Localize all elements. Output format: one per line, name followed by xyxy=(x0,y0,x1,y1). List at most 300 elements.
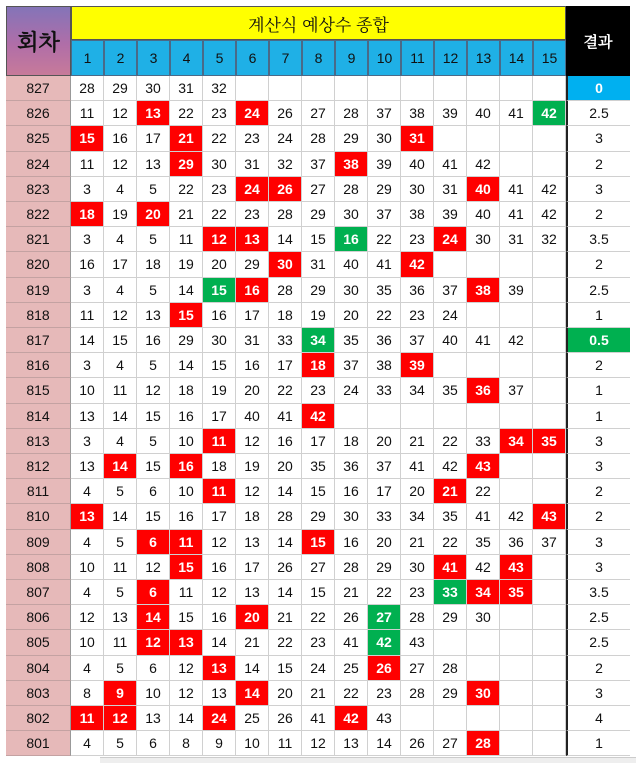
number-cell[interactable] xyxy=(533,328,566,353)
number-cell[interactable]: 41 xyxy=(434,152,467,177)
number-cell[interactable] xyxy=(500,731,533,756)
number-cell[interactable]: 31 xyxy=(500,227,533,252)
number-cell[interactable]: 12 xyxy=(137,630,170,655)
number-cell[interactable]: 5 xyxy=(137,177,170,202)
result-cell[interactable]: 3.5 xyxy=(566,227,630,252)
number-cell[interactable]: 37 xyxy=(533,530,566,555)
number-cell[interactable]: 14 xyxy=(236,681,269,706)
number-cell[interactable]: 29 xyxy=(302,202,335,227)
number-cell[interactable]: 24 xyxy=(434,227,467,252)
number-cell[interactable]: 12 xyxy=(203,530,236,555)
number-cell[interactable]: 41 xyxy=(434,555,467,580)
number-cell[interactable]: 40 xyxy=(335,252,368,277)
number-cell[interactable]: 13 xyxy=(236,227,269,252)
number-cell[interactable]: 38 xyxy=(368,353,401,378)
number-cell[interactable]: 14 xyxy=(368,731,401,756)
number-cell[interactable] xyxy=(533,303,566,328)
number-cell[interactable]: 26 xyxy=(368,656,401,681)
number-cell[interactable]: 6 xyxy=(137,530,170,555)
number-cell[interactable]: 12 xyxy=(236,429,269,454)
number-cell[interactable] xyxy=(335,76,368,101)
number-cell[interactable]: 37 xyxy=(302,152,335,177)
number-cell[interactable]: 12 xyxy=(104,706,137,731)
number-cell[interactable]: 12 xyxy=(104,303,137,328)
number-cell[interactable]: 16 xyxy=(104,126,137,151)
number-cell[interactable]: 13 xyxy=(137,706,170,731)
number-cell[interactable]: 3 xyxy=(71,227,104,252)
number-cell[interactable]: 12 xyxy=(203,580,236,605)
number-cell[interactable]: 5 xyxy=(104,479,137,504)
number-cell[interactable] xyxy=(533,555,566,580)
number-cell[interactable]: 23 xyxy=(401,580,434,605)
number-cell[interactable]: 42 xyxy=(500,328,533,353)
number-cell[interactable]: 17 xyxy=(269,353,302,378)
number-cell[interactable]: 18 xyxy=(302,353,335,378)
number-cell[interactable]: 41 xyxy=(500,101,533,126)
number-cell[interactable]: 5 xyxy=(104,530,137,555)
number-cell[interactable]: 37 xyxy=(368,101,401,126)
number-cell[interactable]: 21 xyxy=(236,630,269,655)
number-cell[interactable]: 29 xyxy=(302,504,335,529)
number-cell[interactable] xyxy=(500,656,533,681)
number-cell[interactable]: 42 xyxy=(401,252,434,277)
number-cell[interactable]: 25 xyxy=(335,656,368,681)
number-cell[interactable]: 12 xyxy=(137,555,170,580)
number-cell[interactable] xyxy=(500,404,533,429)
number-cell[interactable] xyxy=(533,479,566,504)
number-cell[interactable]: 21 xyxy=(401,530,434,555)
number-cell[interactable]: 37 xyxy=(335,353,368,378)
number-cell[interactable]: 23 xyxy=(236,126,269,151)
number-cell[interactable] xyxy=(434,630,467,655)
number-cell[interactable]: 42 xyxy=(533,101,566,126)
result-cell[interactable]: 2 xyxy=(566,479,630,504)
number-cell[interactable]: 12 xyxy=(137,378,170,403)
number-cell[interactable]: 43 xyxy=(533,504,566,529)
number-cell[interactable]: 33 xyxy=(467,429,500,454)
number-cell[interactable] xyxy=(302,76,335,101)
number-cell[interactable]: 4 xyxy=(71,530,104,555)
number-cell[interactable]: 30 xyxy=(401,555,434,580)
number-cell[interactable]: 29 xyxy=(368,177,401,202)
result-cell[interactable]: 2.5 xyxy=(566,630,630,655)
number-cell[interactable]: 18 xyxy=(203,454,236,479)
number-cell[interactable]: 40 xyxy=(434,328,467,353)
result-cell[interactable]: 2 xyxy=(566,656,630,681)
number-cell[interactable]: 12 xyxy=(104,101,137,126)
number-cell[interactable]: 15 xyxy=(302,580,335,605)
number-cell[interactable]: 13 xyxy=(236,530,269,555)
number-cell[interactable]: 17 xyxy=(302,429,335,454)
number-cell[interactable]: 28 xyxy=(401,681,434,706)
number-cell[interactable]: 37 xyxy=(368,454,401,479)
number-cell[interactable]: 29 xyxy=(434,605,467,630)
number-cell[interactable]: 43 xyxy=(368,706,401,731)
number-cell[interactable]: 22 xyxy=(203,202,236,227)
number-cell[interactable]: 30 xyxy=(467,605,500,630)
result-cell[interactable]: 3 xyxy=(566,429,630,454)
number-cell[interactable]: 20 xyxy=(269,681,302,706)
number-cell[interactable]: 5 xyxy=(104,580,137,605)
number-cell[interactable]: 4 xyxy=(71,479,104,504)
number-cell[interactable]: 37 xyxy=(500,378,533,403)
result-cell[interactable]: 3 xyxy=(566,555,630,580)
number-cell[interactable]: 19 xyxy=(170,252,203,277)
number-cell[interactable]: 30 xyxy=(467,227,500,252)
number-cell[interactable]: 42 xyxy=(467,555,500,580)
number-cell[interactable]: 14 xyxy=(269,227,302,252)
number-cell[interactable]: 37 xyxy=(368,202,401,227)
number-cell[interactable]: 32 xyxy=(533,227,566,252)
number-cell[interactable] xyxy=(533,76,566,101)
number-cell[interactable]: 28 xyxy=(335,555,368,580)
number-cell[interactable]: 4 xyxy=(71,731,104,756)
number-cell[interactable]: 25 xyxy=(236,706,269,731)
number-cell[interactable]: 26 xyxy=(269,177,302,202)
number-cell[interactable] xyxy=(434,126,467,151)
number-cell[interactable]: 21 xyxy=(170,202,203,227)
number-cell[interactable]: 40 xyxy=(467,177,500,202)
number-cell[interactable]: 42 xyxy=(533,177,566,202)
number-cell[interactable]: 16 xyxy=(170,504,203,529)
number-cell[interactable]: 11 xyxy=(104,630,137,655)
number-cell[interactable] xyxy=(500,605,533,630)
number-cell[interactable]: 29 xyxy=(368,555,401,580)
number-cell[interactable]: 28 xyxy=(434,656,467,681)
number-cell[interactable]: 23 xyxy=(236,202,269,227)
number-cell[interactable]: 4 xyxy=(71,656,104,681)
number-cell[interactable]: 29 xyxy=(104,76,137,101)
number-cell[interactable] xyxy=(533,378,566,403)
result-cell[interactable]: 1 xyxy=(566,731,630,756)
number-cell[interactable] xyxy=(500,630,533,655)
number-cell[interactable]: 33 xyxy=(368,378,401,403)
number-cell[interactable]: 10 xyxy=(137,681,170,706)
number-cell[interactable]: 35 xyxy=(434,378,467,403)
number-cell[interactable]: 12 xyxy=(170,681,203,706)
number-cell[interactable]: 13 xyxy=(236,580,269,605)
number-cell[interactable] xyxy=(269,76,302,101)
number-cell[interactable]: 22 xyxy=(467,479,500,504)
number-cell[interactable]: 28 xyxy=(467,731,500,756)
number-cell[interactable]: 15 xyxy=(302,530,335,555)
number-cell[interactable]: 16 xyxy=(269,429,302,454)
result-cell[interactable]: 1 xyxy=(566,378,630,403)
number-cell[interactable]: 30 xyxy=(203,328,236,353)
number-cell[interactable]: 15 xyxy=(203,278,236,303)
number-cell[interactable]: 19 xyxy=(236,454,269,479)
number-cell[interactable]: 4 xyxy=(71,580,104,605)
number-cell[interactable]: 28 xyxy=(269,202,302,227)
number-cell[interactable]: 10 xyxy=(71,555,104,580)
number-cell[interactable]: 43 xyxy=(401,630,434,655)
number-cell[interactable]: 15 xyxy=(71,126,104,151)
number-cell[interactable]: 41 xyxy=(467,328,500,353)
number-cell[interactable]: 4 xyxy=(104,177,137,202)
number-cell[interactable] xyxy=(533,681,566,706)
result-cell[interactable]: 3 xyxy=(566,530,630,555)
number-cell[interactable]: 14 xyxy=(104,504,137,529)
number-cell[interactable]: 36 xyxy=(368,328,401,353)
number-cell[interactable]: 14 xyxy=(104,454,137,479)
result-cell[interactable]: 4 xyxy=(566,706,630,731)
number-cell[interactable]: 5 xyxy=(137,227,170,252)
result-cell[interactable]: 2 xyxy=(566,152,630,177)
number-cell[interactable]: 20 xyxy=(137,202,170,227)
number-cell[interactable]: 16 xyxy=(203,303,236,328)
number-cell[interactable]: 18 xyxy=(236,504,269,529)
number-cell[interactable]: 30 xyxy=(335,504,368,529)
number-cell[interactable]: 5 xyxy=(104,656,137,681)
number-cell[interactable]: 6 xyxy=(137,479,170,504)
number-cell[interactable]: 12 xyxy=(170,656,203,681)
number-cell[interactable]: 13 xyxy=(104,605,137,630)
number-cell[interactable]: 29 xyxy=(170,328,203,353)
number-cell[interactable]: 14 xyxy=(203,630,236,655)
number-cell[interactable] xyxy=(533,126,566,151)
number-cell[interactable]: 30 xyxy=(269,252,302,277)
number-cell[interactable]: 35 xyxy=(533,429,566,454)
result-cell[interactable]: 3.5 xyxy=(566,580,630,605)
number-cell[interactable] xyxy=(368,76,401,101)
number-cell[interactable]: 35 xyxy=(467,530,500,555)
number-cell[interactable]: 31 xyxy=(236,152,269,177)
number-cell[interactable]: 42 xyxy=(434,454,467,479)
number-cell[interactable]: 18 xyxy=(335,429,368,454)
number-cell[interactable]: 22 xyxy=(335,681,368,706)
number-cell[interactable]: 19 xyxy=(104,202,137,227)
number-cell[interactable]: 9 xyxy=(203,731,236,756)
horizontal-scrollbar[interactable] xyxy=(100,757,636,763)
number-cell[interactable]: 12 xyxy=(302,731,335,756)
number-cell[interactable]: 35 xyxy=(335,328,368,353)
number-cell[interactable]: 39 xyxy=(368,152,401,177)
number-cell[interactable] xyxy=(467,706,500,731)
number-cell[interactable]: 21 xyxy=(170,126,203,151)
number-cell[interactable]: 4 xyxy=(104,278,137,303)
number-cell[interactable]: 20 xyxy=(368,530,401,555)
number-cell[interactable] xyxy=(467,656,500,681)
number-cell[interactable] xyxy=(533,454,566,479)
number-cell[interactable]: 26 xyxy=(401,731,434,756)
number-cell[interactable]: 18 xyxy=(170,378,203,403)
number-cell[interactable] xyxy=(434,706,467,731)
number-cell[interactable]: 14 xyxy=(236,656,269,681)
number-cell[interactable]: 14 xyxy=(71,328,104,353)
number-cell[interactable]: 17 xyxy=(368,479,401,504)
number-cell[interactable]: 16 xyxy=(203,605,236,630)
number-cell[interactable]: 22 xyxy=(170,177,203,202)
number-cell[interactable]: 23 xyxy=(203,101,236,126)
number-cell[interactable]: 15 xyxy=(170,303,203,328)
number-cell[interactable]: 5 xyxy=(137,353,170,378)
number-cell[interactable]: 32 xyxy=(203,76,236,101)
number-cell[interactable]: 26 xyxy=(335,605,368,630)
number-cell[interactable] xyxy=(467,353,500,378)
number-cell[interactable]: 27 xyxy=(368,605,401,630)
number-cell[interactable] xyxy=(533,252,566,277)
number-cell[interactable]: 22 xyxy=(203,126,236,151)
number-cell[interactable]: 16 xyxy=(335,227,368,252)
number-cell[interactable]: 11 xyxy=(170,530,203,555)
result-cell[interactable]: 2.5 xyxy=(566,278,630,303)
number-cell[interactable]: 34 xyxy=(467,580,500,605)
number-cell[interactable]: 20 xyxy=(269,454,302,479)
number-cell[interactable]: 40 xyxy=(467,101,500,126)
number-cell[interactable]: 11 xyxy=(71,303,104,328)
number-cell[interactable]: 42 xyxy=(467,152,500,177)
number-cell[interactable]: 23 xyxy=(302,630,335,655)
number-cell[interactable] xyxy=(500,252,533,277)
number-cell[interactable]: 14 xyxy=(170,706,203,731)
number-cell[interactable]: 43 xyxy=(500,555,533,580)
number-cell[interactable]: 12 xyxy=(203,227,236,252)
number-cell[interactable] xyxy=(533,404,566,429)
number-cell[interactable]: 10 xyxy=(170,479,203,504)
number-cell[interactable]: 16 xyxy=(236,278,269,303)
number-cell[interactable]: 17 xyxy=(104,252,137,277)
number-cell[interactable]: 30 xyxy=(335,202,368,227)
number-cell[interactable]: 11 xyxy=(104,555,137,580)
number-cell[interactable]: 20 xyxy=(335,303,368,328)
number-cell[interactable]: 15 xyxy=(170,605,203,630)
number-cell[interactable]: 28 xyxy=(335,101,368,126)
number-cell[interactable]: 15 xyxy=(104,328,137,353)
number-cell[interactable] xyxy=(500,152,533,177)
number-cell[interactable]: 14 xyxy=(137,605,170,630)
result-cell[interactable]: 3 xyxy=(566,454,630,479)
number-cell[interactable] xyxy=(467,126,500,151)
number-cell[interactable]: 35 xyxy=(434,504,467,529)
number-cell[interactable]: 22 xyxy=(434,429,467,454)
number-cell[interactable]: 21 xyxy=(434,479,467,504)
number-cell[interactable]: 8 xyxy=(170,731,203,756)
number-cell[interactable] xyxy=(467,76,500,101)
number-cell[interactable]: 23 xyxy=(401,303,434,328)
number-cell[interactable]: 40 xyxy=(467,202,500,227)
number-cell[interactable]: 28 xyxy=(71,76,104,101)
number-cell[interactable]: 42 xyxy=(500,504,533,529)
number-cell[interactable] xyxy=(500,454,533,479)
number-cell[interactable]: 13 xyxy=(71,404,104,429)
number-cell[interactable]: 27 xyxy=(302,555,335,580)
number-cell[interactable]: 16 xyxy=(335,479,368,504)
number-cell[interactable]: 30 xyxy=(467,681,500,706)
number-cell[interactable]: 31 xyxy=(401,126,434,151)
number-cell[interactable]: 34 xyxy=(401,504,434,529)
number-cell[interactable]: 38 xyxy=(467,278,500,303)
number-cell[interactable]: 29 xyxy=(170,152,203,177)
number-cell[interactable]: 28 xyxy=(269,504,302,529)
number-cell[interactable] xyxy=(434,76,467,101)
number-cell[interactable]: 26 xyxy=(269,555,302,580)
number-cell[interactable]: 34 xyxy=(302,328,335,353)
number-cell[interactable]: 24 xyxy=(236,101,269,126)
number-cell[interactable]: 17 xyxy=(236,303,269,328)
number-cell[interactable]: 17 xyxy=(203,504,236,529)
number-cell[interactable] xyxy=(434,404,467,429)
number-cell[interactable] xyxy=(500,479,533,504)
result-cell[interactable]: 2 xyxy=(566,202,630,227)
number-cell[interactable]: 35 xyxy=(368,278,401,303)
number-cell[interactable]: 24 xyxy=(335,378,368,403)
number-cell[interactable]: 15 xyxy=(302,227,335,252)
number-cell[interactable]: 43 xyxy=(467,454,500,479)
number-cell[interactable]: 8 xyxy=(71,681,104,706)
number-cell[interactable] xyxy=(500,353,533,378)
number-cell[interactable]: 37 xyxy=(401,328,434,353)
number-cell[interactable]: 24 xyxy=(269,126,302,151)
number-cell[interactable]: 15 xyxy=(302,479,335,504)
number-cell[interactable]: 38 xyxy=(401,202,434,227)
number-cell[interactable]: 14 xyxy=(170,353,203,378)
number-cell[interactable]: 16 xyxy=(170,454,203,479)
number-cell[interactable]: 13 xyxy=(137,152,170,177)
result-cell[interactable]: 2 xyxy=(566,252,630,277)
number-cell[interactable]: 17 xyxy=(236,555,269,580)
number-cell[interactable]: 11 xyxy=(203,479,236,504)
number-cell[interactable]: 4 xyxy=(104,227,137,252)
number-cell[interactable] xyxy=(401,404,434,429)
number-cell[interactable]: 15 xyxy=(203,353,236,378)
number-cell[interactable]: 22 xyxy=(368,303,401,328)
result-cell[interactable]: 3 xyxy=(566,177,630,202)
number-cell[interactable]: 6 xyxy=(137,580,170,605)
result-cell[interactable]: 1 xyxy=(566,404,630,429)
number-cell[interactable] xyxy=(236,76,269,101)
number-cell[interactable]: 30 xyxy=(368,126,401,151)
number-cell[interactable]: 16 xyxy=(335,530,368,555)
number-cell[interactable]: 22 xyxy=(170,101,203,126)
number-cell[interactable] xyxy=(533,580,566,605)
number-cell[interactable]: 27 xyxy=(302,101,335,126)
number-cell[interactable]: 38 xyxy=(401,101,434,126)
number-cell[interactable]: 12 xyxy=(104,152,137,177)
number-cell[interactable]: 13 xyxy=(203,681,236,706)
number-cell[interactable]: 21 xyxy=(269,605,302,630)
number-cell[interactable] xyxy=(533,152,566,177)
number-cell[interactable]: 5 xyxy=(137,429,170,454)
number-cell[interactable]: 40 xyxy=(401,152,434,177)
number-cell[interactable]: 21 xyxy=(302,681,335,706)
number-cell[interactable]: 19 xyxy=(302,303,335,328)
number-cell[interactable]: 26 xyxy=(269,706,302,731)
number-cell[interactable]: 28 xyxy=(401,605,434,630)
result-cell[interactable]: 3 xyxy=(566,681,630,706)
number-cell[interactable]: 14 xyxy=(170,278,203,303)
number-cell[interactable]: 35 xyxy=(500,580,533,605)
number-cell[interactable]: 40 xyxy=(236,404,269,429)
number-cell[interactable]: 41 xyxy=(401,454,434,479)
number-cell[interactable]: 11 xyxy=(170,227,203,252)
number-cell[interactable]: 31 xyxy=(434,177,467,202)
result-cell[interactable]: 0 xyxy=(566,76,630,101)
number-cell[interactable]: 9 xyxy=(104,681,137,706)
number-cell[interactable]: 15 xyxy=(137,504,170,529)
number-cell[interactable]: 22 xyxy=(269,378,302,403)
number-cell[interactable]: 16 xyxy=(137,328,170,353)
number-cell[interactable] xyxy=(500,706,533,731)
number-cell[interactable]: 11 xyxy=(71,101,104,126)
number-cell[interactable]: 30 xyxy=(137,76,170,101)
result-cell[interactable]: 0.5 xyxy=(566,328,630,353)
number-cell[interactable]: 22 xyxy=(368,580,401,605)
number-cell[interactable]: 16 xyxy=(71,252,104,277)
number-cell[interactable]: 31 xyxy=(236,328,269,353)
number-cell[interactable]: 24 xyxy=(434,303,467,328)
number-cell[interactable]: 24 xyxy=(302,656,335,681)
number-cell[interactable]: 12 xyxy=(236,479,269,504)
